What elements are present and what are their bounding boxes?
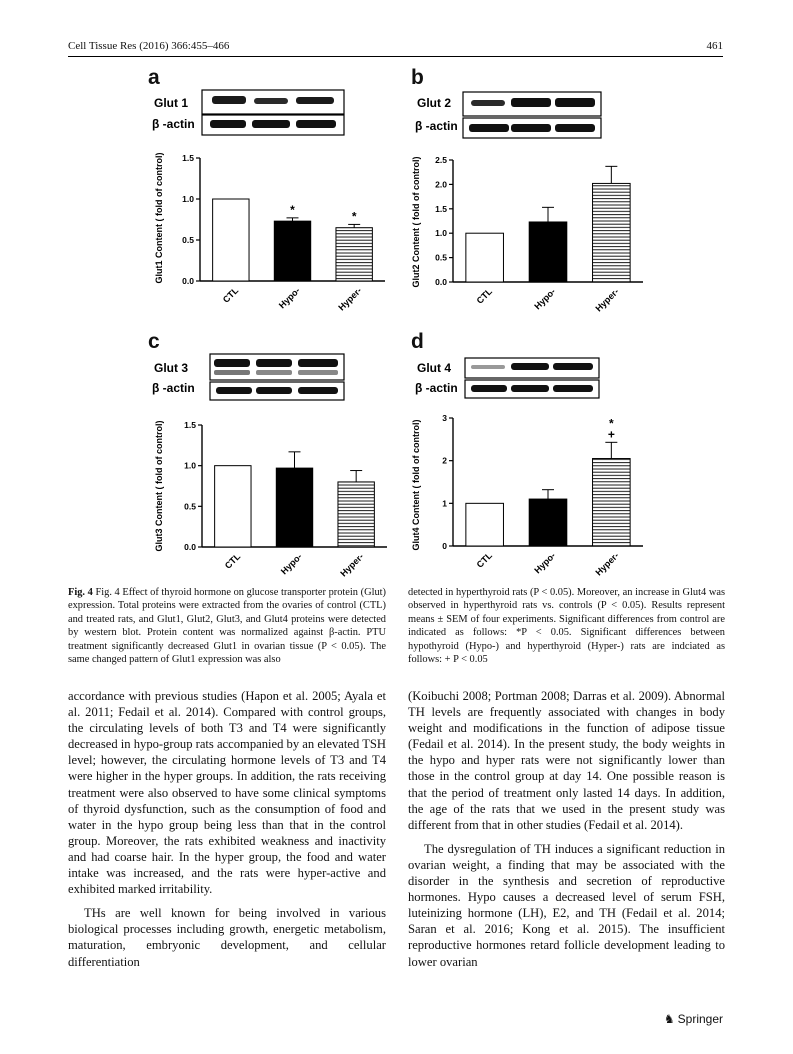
y-axis-label: Glut4 Content ( fold of control) <box>411 419 421 551</box>
y-axis-label: Glut3 Content ( fold of control) <box>154 420 164 552</box>
body-column-left <box>68 688 386 970</box>
bar <box>274 221 310 281</box>
publisher-name: Springer <box>677 1012 723 1026</box>
bar <box>213 199 249 281</box>
figure-caption-left <box>68 586 386 666</box>
x-tick-label: Hypo- <box>276 285 302 311</box>
x-tick-label: Hyper- <box>593 550 621 578</box>
bar <box>215 466 251 547</box>
blot-label-actin: β -actin <box>152 117 195 131</box>
blot-band <box>214 359 250 367</box>
blot-band <box>298 359 338 367</box>
significance-mark: * <box>290 202 295 217</box>
blot-band <box>471 100 505 106</box>
paragraph: (Koibuchi 2008; Portman 2008; Darras et al. 2009). Abnormal TH levels are frequently associated with changes in body weight and modifications in the function of adipose tissue (Fedail et al. 2014). In the present study, the body weights in the hypo and hyper rats were not significantly lower than those in the control group at day 14. One possible reason is that the period of treatment only lasted 14 days. In addition, the age of the rats that we used in the present study was different from that in other studies (Fedail et al. 2014). <box>408 689 725 832</box>
blot-label-actin: β -actin <box>415 119 458 133</box>
bar <box>336 228 372 281</box>
figure-caption-right <box>408 586 725 666</box>
blot-label-glut3: Glut 3 <box>154 361 189 375</box>
y-tick-label: 2.0 <box>435 179 447 190</box>
panel-letter-a: a <box>148 66 160 89</box>
significance-mark: * <box>608 416 614 431</box>
y-tick-label: 0 <box>442 541 447 551</box>
y-tick-label: 0.0 <box>182 276 194 286</box>
blot-band <box>511 385 549 392</box>
blot-band <box>511 124 551 132</box>
x-tick-label: CTL <box>474 286 495 306</box>
paragraph: The dysregulation of TH induces a significant reduction in ovarian weight, a finding that may be associated with the disorder in the synthesis and secretion of reproductive hormones. Hypo causes a decreased level of serum FSH, luteinizing hormone (LH), E2, and TH (Fedail et al. 2014; Saran et al. 2016; Kong et al. 2015). The insufficient reproductive hormones retard follicle development leading to lower ovarian <box>408 841 725 969</box>
blot-band <box>256 387 292 394</box>
springer-horse-icon: ♞ <box>663 1012 675 1026</box>
y-axis-label: Glut2 Content ( fold of control) <box>411 156 421 288</box>
body-column-right <box>408 688 725 970</box>
bar <box>276 468 312 547</box>
y-tick-label: 1.0 <box>182 194 194 204</box>
figure-panel-c <box>140 350 400 580</box>
bar <box>593 183 631 282</box>
y-tick-label: 1.5 <box>184 420 196 430</box>
publisher-logo <box>664 1012 723 1026</box>
y-tick-label: 0.0 <box>184 542 196 552</box>
blot-band <box>214 370 250 375</box>
blot-band <box>471 385 507 392</box>
blot-band <box>252 120 290 128</box>
y-tick-label: 1.0 <box>435 228 447 239</box>
blot-label-glut2: Glut 2 <box>417 96 452 110</box>
y-tick-label: 3 <box>442 413 447 423</box>
x-tick-label: Hypo- <box>532 286 558 312</box>
bar <box>466 503 504 546</box>
blot-label-actin: β -actin <box>415 381 458 395</box>
blot-label-glut1: Glut 1 <box>154 96 189 110</box>
bar <box>593 459 631 546</box>
running-header <box>68 40 723 56</box>
blot-band <box>469 124 509 132</box>
y-tick-label: 0.5 <box>184 501 196 512</box>
caption-text-right: detected in hyperthyroid rats (P < 0.05). Moreover, an increase in Glut4 was observed in hyperthyroid rats vs. controls (P < 0.05). Results represent means ± SEM of four experiments. Significant differences from control are indicated as follows: *P < 0.05. Significant differences between hypothyroid (Hypo-) and hyperthyroid (Hyper-) rats are indciated as follows: + P < 0.05 <box>408 587 725 666</box>
panel-letter-c: c <box>148 330 160 353</box>
blot-band <box>296 120 336 128</box>
figure-panel-a <box>140 86 400 316</box>
blot-label-actin: β -actin <box>152 381 195 395</box>
significance-mark: + <box>607 427 615 442</box>
journal-citation: Cell Tissue Res (2016) 366:455–466 <box>68 40 230 52</box>
figure-number: Fig. 4 <box>68 587 93 598</box>
blot-band <box>511 98 551 107</box>
x-tick-label: CTL <box>220 285 241 305</box>
blot-band <box>256 370 292 375</box>
y-tick-label: 2 <box>442 455 447 466</box>
bar <box>529 499 567 546</box>
caption-text-left: Fig. 4 Effect of thyroid hormone on glucose transporter protein (Glut) expression. Total proteins were extracted from the ovaries of control (CTL) and treated rats, and Glut1, Glut2, Glut3, and Glut4 proteins were detected by western blot. Protein content was normalized against β-actin. PTU treatment significantly decreased Glut1 in ovarian tissue (P < 0.05). The same changed pattern of Glut1 expression was also <box>68 587 387 666</box>
y-tick-label: 1.0 <box>184 460 196 471</box>
x-tick-label: Hyper- <box>593 286 621 314</box>
blot-band <box>471 365 505 369</box>
panel-letter-b: b <box>411 66 424 89</box>
y-tick-label: 0.0 <box>435 277 447 287</box>
page-number: 461 <box>706 40 723 52</box>
blot-band <box>298 387 338 394</box>
x-tick-label: CTL <box>222 551 243 571</box>
x-tick-label: Hyper- <box>336 285 364 313</box>
blot-label-glut4: Glut 4 <box>417 361 452 375</box>
y-tick-label: 1.5 <box>182 153 194 163</box>
x-tick-label: Hyper- <box>338 551 366 579</box>
blot-band <box>212 96 246 104</box>
y-tick-label: 0.5 <box>182 235 194 245</box>
x-tick-label: Hypo- <box>278 551 304 577</box>
blot-band <box>296 97 334 104</box>
blot-band <box>555 124 595 132</box>
blot-band <box>216 387 252 394</box>
paragraph: THs are well known for being involved in various biological processes including growth, energetic metabolism, maturation, embryonic development, and cellular differentiation <box>68 906 386 969</box>
blot-band <box>210 120 246 128</box>
header-rule <box>68 56 723 57</box>
figure-panel-b <box>403 86 663 316</box>
bar <box>529 222 567 282</box>
significance-mark: * <box>351 209 357 224</box>
panel-letter-d: d <box>411 330 424 353</box>
y-tick-label: 1 <box>442 498 447 509</box>
blot-band <box>555 98 595 107</box>
blot-band <box>553 363 593 370</box>
y-tick-label: 1.5 <box>435 203 447 214</box>
figure-panel-d <box>403 350 663 580</box>
blot-band <box>553 385 593 392</box>
blot-band <box>256 359 292 367</box>
blot-band <box>298 370 338 375</box>
x-tick-label: Hypo- <box>532 550 558 576</box>
y-axis-label: Glut1 Content ( fold of control) <box>154 152 164 284</box>
paragraph: accordance with previous studies (Hapon et al. 2005; Ayala et al. 2011; Fedail et al. 2014). Compared with control groups, the circulating levels of both T3 and T4 were significantly decreased in hypo-group rats accompanied by an elevated TSH level; however, the circulating hormone levels of T3 and T4 were higher in the hyper groups. In addition, the rats receiving treatment were also observed to have some clinical symptoms of thyroid dysfunction, such as the consumption of food and water in the hypo group being less than that in the control group. Moreover, the rats exhibited weakness and inactivity and had coarse hair. In the hyper group, the food and water intake was increased, and the rats were hyper-active and exhibited marked irritability. <box>68 689 386 897</box>
bar <box>466 233 504 282</box>
blot-band <box>254 98 288 104</box>
blot-band <box>511 363 549 370</box>
x-tick-label: CTL <box>474 550 495 570</box>
bar <box>338 482 374 547</box>
y-tick-label: 0.5 <box>435 252 447 263</box>
y-tick-label: 2.5 <box>435 155 447 165</box>
